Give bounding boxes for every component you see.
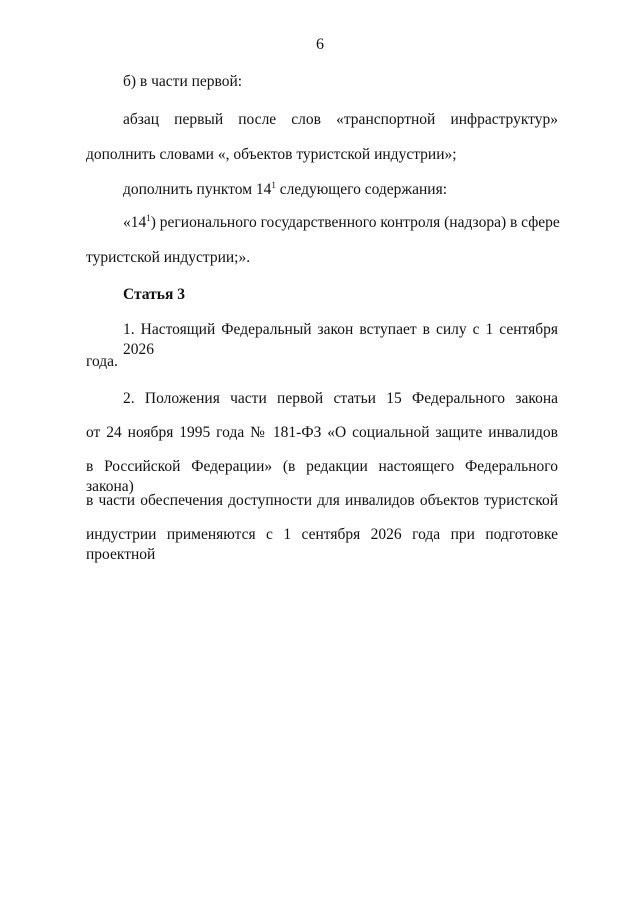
paragraph-point-14-1-line-2: туристской индустрии;». (86, 249, 251, 266)
article-heading: Статья 3 (123, 286, 185, 303)
point-14-1-start: «$14^1$) регионального государственного контроля (надзора) в сфере (123, 213, 560, 231)
paragraph-article3-p2-line-2: от 24 ноября 1995 года № 181-ФЗ «О социальной защите инвалидов (86, 424, 558, 441)
add-point-text: дополнить пунктом 14 (123, 181, 272, 198)
paragraph-point-14-1-line-1 (123, 213, 558, 233)
add-point-superscript: 1 (271, 180, 276, 190)
paragraph-article3-p2-line-4: в части обеспечения доступности для инвалидов объектов туристской (86, 492, 558, 509)
paragraph-abzac-line-1: абзац первый после слов «транспортной инфраструктур» (123, 111, 558, 128)
paragraph-article3-p2-line-5: индустрии применяются с 1 сентября 2026 года при подготовке проектной (86, 526, 558, 563)
page-number: 6 (316, 36, 324, 53)
paragraph-article3-p1-line-2: года. (86, 353, 118, 370)
paragraph-article3-p2-line-1: 2. Положения части первой статьи 15 Федерального закона (123, 390, 558, 407)
paragraph-article3-p1-line-1: 1. Настоящий Федеральный закон вступает в силу с 1 сентября 2026 (123, 321, 558, 358)
paragraph-add-point (123, 180, 558, 200)
paragraph-subsection-b: б) в части первой: (123, 73, 243, 90)
paragraph-article3-p2-line-3: в Российской Федерации» (в редакции настоящего Федерального закона) (86, 458, 558, 495)
paragraph-abzac-line-2: дополнить словами «, объектов туристской индустрии»; (86, 146, 457, 163)
add-point-text-end: следующего содержания: (275, 181, 448, 198)
